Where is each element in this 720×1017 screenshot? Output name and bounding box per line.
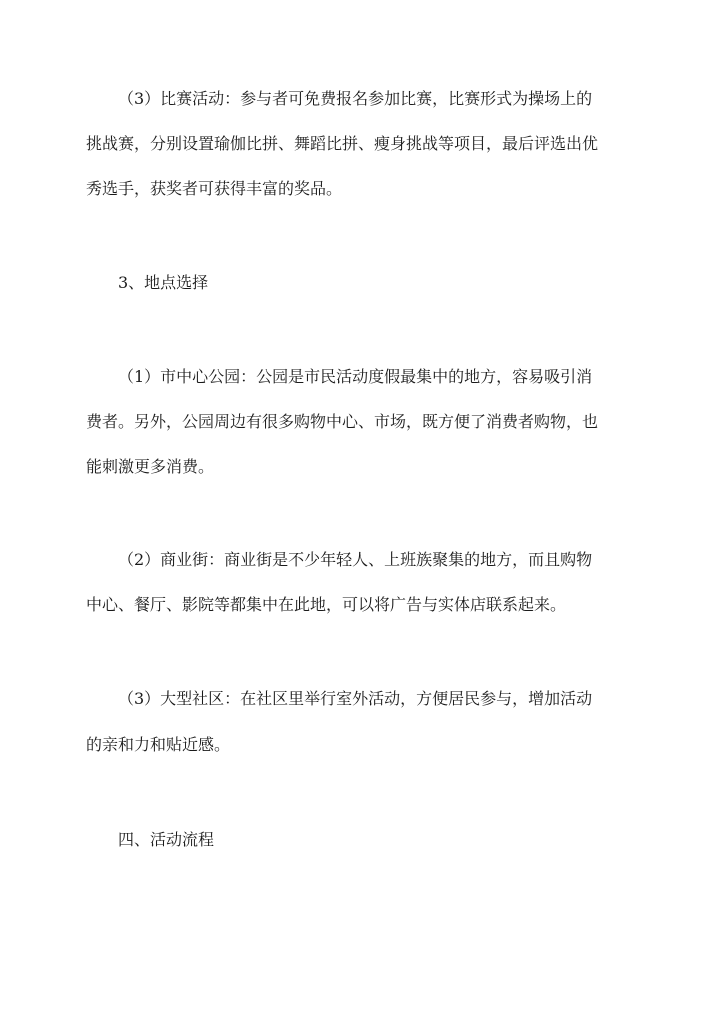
paragraph-community-line-1: （3）大型社区：在社区里举行室外活动，方便居民参与，增加活动 xyxy=(118,689,593,708)
paragraph-park-line-1: （1）市中心公园：公园是市民活动度假最集中的地方，容易吸引消 xyxy=(118,367,593,386)
section-heading-activity-process: 四、活动流程 xyxy=(118,830,215,849)
paragraph-competition-line-1: （3）比赛活动：参与者可免费报名参加比赛，比赛形式为操场上的 xyxy=(118,89,593,108)
paragraph-community-line-2: 的亲和力和贴近感。 xyxy=(86,735,231,754)
section-heading-location: 3、地点选择 xyxy=(118,273,209,292)
paragraph-park-line-3: 能刺激更多消费。 xyxy=(86,457,215,476)
paragraph-street-line-1: （2）商业街：商业街是不少年轻人、上班族聚集的地方，而且购物 xyxy=(118,550,593,569)
paragraph-park-line-2: 费者。另外，公园周边有很多购物中心、市场，既方便了消费者购物，也 xyxy=(86,412,599,431)
paragraph-competition-line-2: 挑战赛，分别设置瑜伽比拼、舞蹈比拼、瘦身挑战等项目，最后评选出优 xyxy=(86,134,599,153)
paragraph-competition-line-3: 秀选手，获奖者可获得丰富的奖品。 xyxy=(86,179,343,198)
paragraph-street-line-2: 中心、餐厅、影院等都集中在此地，可以将广告与实体店联系起来。 xyxy=(86,595,567,614)
